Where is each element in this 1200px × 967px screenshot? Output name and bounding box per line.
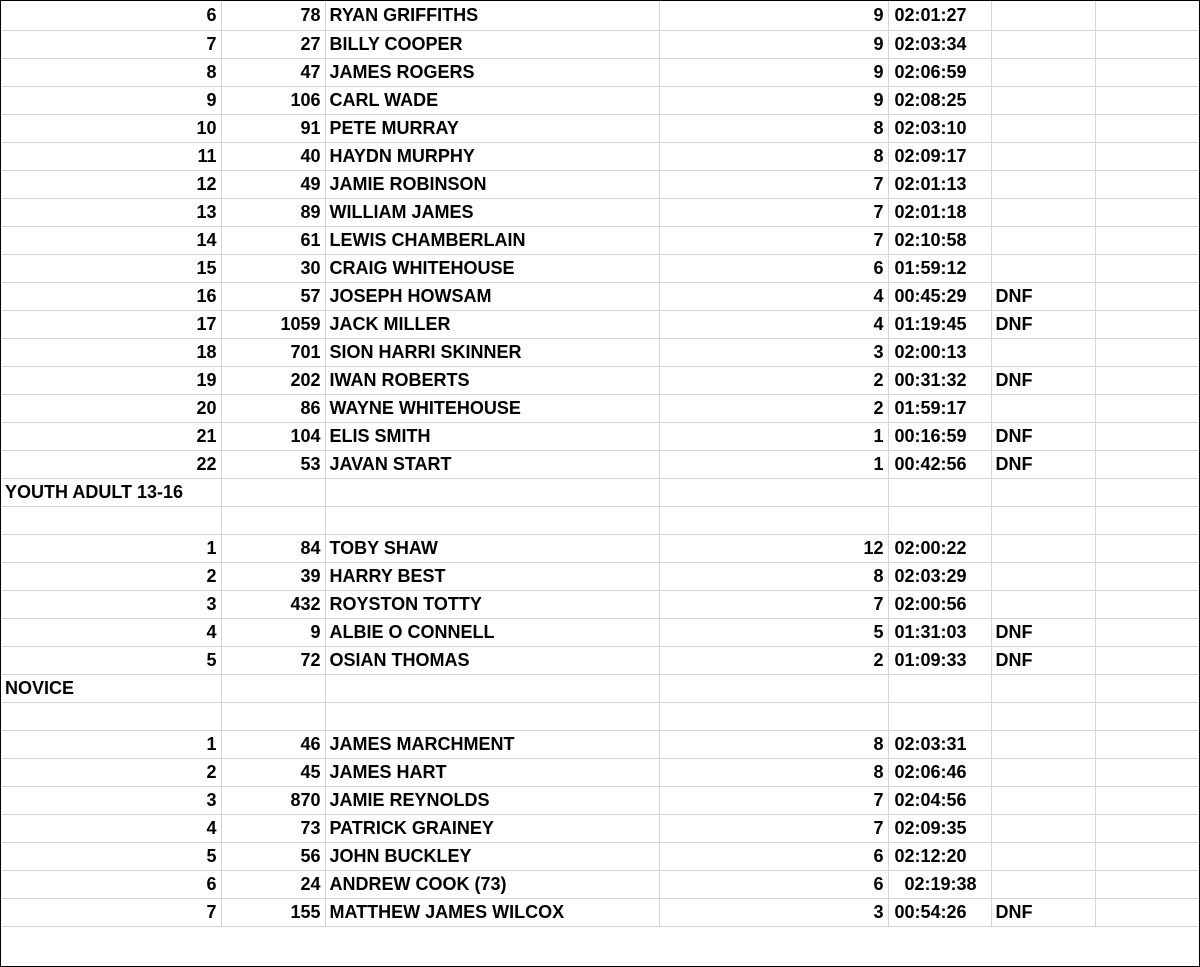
empty-cell[interactable] [1095,618,1199,646]
empty-cell[interactable] [1095,310,1199,338]
empty-cell[interactable] [325,506,659,534]
empty-cell[interactable] [221,506,325,534]
result-row [1,394,1199,422]
laps-cell[interactable]: 7 [659,170,888,198]
position-cell[interactable]: 17 [1,310,221,338]
empty-cell[interactable] [1095,646,1199,674]
time-cell[interactable]: 02:00:13 [888,338,991,366]
empty-cell[interactable] [221,702,325,730]
position-cell[interactable]: 6 [1,870,221,898]
result-row [1,898,1199,926]
empty-cell[interactable] [991,478,1095,506]
race-number-cell[interactable]: 39 [221,562,325,590]
time-cell[interactable]: 02:03:34 [888,30,991,58]
time-cell[interactable]: 02:06:59 [888,58,991,86]
laps-cell[interactable]: 2 [659,394,888,422]
laps-cell[interactable]: 6 [659,842,888,870]
position-cell[interactable]: 18 [1,338,221,366]
empty-cell[interactable] [1095,198,1199,226]
empty-cell[interactable] [1095,114,1199,142]
race-number-cell[interactable]: 24 [221,870,325,898]
race-number-cell[interactable]: 61 [221,226,325,254]
race-number-cell[interactable]: 91 [221,114,325,142]
time-cell[interactable]: 02:03:10 [888,114,991,142]
result-row [1,534,1199,562]
position-cell[interactable]: 10 [1,114,221,142]
result-row [1,142,1199,170]
empty-cell[interactable] [991,674,1095,702]
rider-name-cell[interactable]: IWAN ROBERTS [325,366,659,394]
position-cell[interactable]: 5 [1,646,221,674]
empty-cell[interactable] [888,478,991,506]
rider-name-cell[interactable]: JAMES ROGERS [325,58,659,86]
position-cell[interactable]: 12 [1,170,221,198]
race-number-cell[interactable]: 72 [221,646,325,674]
result-row [1,422,1199,450]
result-row [1,86,1199,114]
laps-cell[interactable]: 9 [659,30,888,58]
laps-cell[interactable]: 9 [659,86,888,114]
blank-row [1,702,1199,730]
empty-cell[interactable] [1095,898,1199,926]
laps-cell[interactable]: 4 [659,310,888,338]
empty-cell[interactable] [1095,1,1199,30]
laps-cell[interactable]: 7 [659,198,888,226]
status-cell[interactable]: DNF [991,646,1095,674]
rider-name-cell[interactable]: OSIAN THOMAS [325,646,659,674]
status-cell[interactable] [991,786,1095,814]
status-cell[interactable]: DNF [991,310,1095,338]
position-cell[interactable]: 1 [1,730,221,758]
time-cell[interactable]: 02:01:18 [888,198,991,226]
laps-cell[interactable]: 5 [659,618,888,646]
race-number-cell[interactable]: 155 [221,898,325,926]
result-row [1,758,1199,786]
empty-cell[interactable] [1095,590,1199,618]
empty-cell[interactable] [325,702,659,730]
rider-name-cell[interactable]: JAMIE REYNOLDS [325,786,659,814]
status-cell[interactable] [991,170,1095,198]
status-cell[interactable] [991,114,1095,142]
position-cell[interactable]: 6 [1,1,221,30]
position-cell[interactable]: 1 [1,534,221,562]
empty-cell[interactable] [1095,394,1199,422]
empty-cell[interactable] [325,674,659,702]
empty-cell[interactable] [1095,814,1199,842]
status-cell[interactable] [991,30,1095,58]
race-number-cell[interactable]: 27 [221,30,325,58]
time-cell[interactable]: 02:19:38 [888,870,991,898]
empty-cell[interactable] [1095,338,1199,366]
status-cell[interactable] [991,226,1095,254]
empty-cell[interactable] [1095,562,1199,590]
rider-name-cell[interactable]: CRAIG WHITEHOUSE [325,254,659,282]
section-header-row [1,478,1199,506]
race-number-cell[interactable]: 432 [221,590,325,618]
race-number-cell[interactable]: 701 [221,338,325,366]
rider-name-cell[interactable]: JACK MILLER [325,310,659,338]
result-row [1,338,1199,366]
position-cell[interactable]: 2 [1,758,221,786]
time-cell[interactable]: 02:06:46 [888,758,991,786]
result-row [1,366,1199,394]
result-row [1,58,1199,86]
race-number-cell[interactable]: 47 [221,58,325,86]
laps-cell[interactable]: 1 [659,450,888,478]
laps-cell[interactable]: 8 [659,114,888,142]
result-row [1,646,1199,674]
position-cell[interactable]: 15 [1,254,221,282]
empty-cell[interactable] [1095,758,1199,786]
race-number-cell[interactable]: 53 [221,450,325,478]
status-cell[interactable] [991,758,1095,786]
rider-name-cell[interactable]: ANDREW COOK (73) [325,870,659,898]
results-table-body [1,1,1199,926]
laps-cell[interactable]: 7 [659,814,888,842]
empty-cell[interactable] [991,702,1095,730]
time-cell[interactable]: 02:03:31 [888,730,991,758]
empty-cell[interactable] [1095,366,1199,394]
time-cell[interactable]: 01:59:17 [888,394,991,422]
empty-cell[interactable] [1095,870,1199,898]
race-number-cell[interactable]: 870 [221,786,325,814]
time-cell[interactable]: 01:59:12 [888,254,991,282]
status-cell[interactable]: DNF [991,898,1095,926]
rider-name-cell[interactable]: JAMIE ROBINSON [325,170,659,198]
empty-cell[interactable] [1095,786,1199,814]
position-cell[interactable]: 14 [1,226,221,254]
time-cell[interactable]: 02:01:27 [888,1,991,30]
result-row [1,786,1199,814]
rider-name-cell[interactable]: LEWIS CHAMBERLAIN [325,226,659,254]
result-row [1,618,1199,646]
empty-cell[interactable] [1095,282,1199,310]
position-cell[interactable]: 5 [1,842,221,870]
position-cell[interactable]: 11 [1,142,221,170]
status-cell[interactable] [991,86,1095,114]
race-number-cell[interactable]: 46 [221,730,325,758]
status-cell[interactable] [991,842,1095,870]
result-row [1,450,1199,478]
result-row [1,170,1199,198]
blank-row [1,506,1199,534]
race-number-cell[interactable]: 1059 [221,310,325,338]
result-row [1,226,1199,254]
laps-cell[interactable]: 2 [659,646,888,674]
position-cell[interactable]: 3 [1,590,221,618]
status-cell[interactable]: DNF [991,366,1095,394]
result-row [1,870,1199,898]
empty-cell[interactable] [888,674,991,702]
rider-name-cell[interactable]: ROYSTON TOTTY [325,590,659,618]
rider-name-cell[interactable]: JAMES HART [325,758,659,786]
time-cell[interactable]: 01:31:03 [888,618,991,646]
time-cell[interactable]: 02:03:29 [888,562,991,590]
race-number-cell[interactable]: 202 [221,366,325,394]
empty-cell[interactable] [1,506,221,534]
race-number-cell[interactable]: 104 [221,422,325,450]
time-cell[interactable]: 02:04:56 [888,786,991,814]
time-cell[interactable]: 02:09:17 [888,142,991,170]
position-cell[interactable]: 9 [1,86,221,114]
laps-cell[interactable]: 8 [659,758,888,786]
status-cell[interactable]: DNF [991,282,1095,310]
empty-cell[interactable] [1095,226,1199,254]
position-cell[interactable]: 22 [1,450,221,478]
rider-name-cell[interactable]: CARL WADE [325,86,659,114]
race-number-cell[interactable]: 30 [221,254,325,282]
rider-name-cell[interactable]: RYAN GRIFFITHS [325,1,659,30]
rider-name-cell[interactable]: JOHN BUCKLEY [325,842,659,870]
status-cell[interactable] [991,254,1095,282]
empty-cell[interactable] [1095,422,1199,450]
empty-cell[interactable] [1095,170,1199,198]
result-row [1,842,1199,870]
laps-cell[interactable]: 7 [659,226,888,254]
time-cell[interactable]: 00:16:59 [888,422,991,450]
status-cell[interactable] [991,814,1095,842]
position-cell[interactable]: 7 [1,898,221,926]
race-number-cell[interactable]: 78 [221,1,325,30]
position-cell[interactable]: 7 [1,30,221,58]
rider-name-cell[interactable]: SION HARRI SKINNER [325,338,659,366]
race-number-cell[interactable]: 89 [221,198,325,226]
time-cell[interactable]: 01:19:45 [888,310,991,338]
rider-name-cell[interactable]: ELIS SMITH [325,422,659,450]
time-cell[interactable]: 02:09:35 [888,814,991,842]
result-row [1,310,1199,338]
empty-cell[interactable] [1095,730,1199,758]
empty-cell[interactable] [659,674,888,702]
laps-cell[interactable]: 8 [659,142,888,170]
laps-cell[interactable]: 3 [659,338,888,366]
time-cell[interactable]: 02:08:25 [888,86,991,114]
race-number-cell[interactable]: 49 [221,170,325,198]
empty-cell[interactable] [1095,30,1199,58]
status-cell[interactable]: DNF [991,618,1095,646]
time-cell[interactable]: 02:00:22 [888,534,991,562]
laps-cell[interactable]: 1 [659,422,888,450]
time-cell[interactable]: 02:01:13 [888,170,991,198]
laps-cell[interactable]: 7 [659,590,888,618]
empty-cell[interactable] [1095,58,1199,86]
laps-cell[interactable]: 4 [659,282,888,310]
laps-cell[interactable]: 8 [659,730,888,758]
time-cell[interactable]: 02:10:58 [888,226,991,254]
result-row [1,30,1199,58]
status-cell[interactable] [991,198,1095,226]
time-cell[interactable]: 02:12:20 [888,842,991,870]
position-cell[interactable]: 2 [1,562,221,590]
position-cell[interactable]: 8 [1,58,221,86]
rider-name-cell[interactable]: HAYDN MURPHY [325,142,659,170]
time-cell[interactable]: 00:42:56 [888,450,991,478]
empty-cell[interactable] [1095,450,1199,478]
empty-cell[interactable] [221,674,325,702]
empty-cell[interactable] [888,506,991,534]
position-cell[interactable]: 4 [1,814,221,842]
laps-cell[interactable]: 9 [659,1,888,30]
position-cell[interactable]: 3 [1,786,221,814]
status-cell[interactable] [991,534,1095,562]
section-header-cell[interactable]: YOUTH ADULT 13-16 [1,478,221,506]
position-cell[interactable]: 20 [1,394,221,422]
laps-cell[interactable]: 6 [659,870,888,898]
empty-cell[interactable] [1095,534,1199,562]
race-number-cell[interactable]: 45 [221,758,325,786]
rider-name-cell[interactable]: TOBY SHAW [325,534,659,562]
status-cell[interactable]: DNF [991,422,1095,450]
result-row [1,254,1199,282]
status-cell[interactable] [991,58,1095,86]
race-number-cell[interactable]: 84 [221,534,325,562]
status-cell[interactable] [991,562,1095,590]
laps-cell[interactable]: 8 [659,562,888,590]
result-row [1,814,1199,842]
empty-cell[interactable] [1095,842,1199,870]
laps-cell[interactable]: 12 [659,534,888,562]
section-header-row [1,674,1199,702]
result-row [1,730,1199,758]
time-cell[interactable]: 00:45:29 [888,282,991,310]
position-cell[interactable]: 21 [1,422,221,450]
empty-cell[interactable] [221,478,325,506]
status-cell[interactable] [991,590,1095,618]
race-number-cell[interactable]: 56 [221,842,325,870]
empty-cell[interactable] [1095,142,1199,170]
laps-cell[interactable]: 7 [659,786,888,814]
status-cell[interactable] [991,394,1095,422]
empty-cell[interactable] [1095,702,1199,730]
race-number-cell[interactable]: 86 [221,394,325,422]
position-cell[interactable]: 19 [1,366,221,394]
empty-cell[interactable] [1095,478,1199,506]
race-number-cell[interactable]: 106 [221,86,325,114]
rider-name-cell[interactable]: PATRICK GRAINEY [325,814,659,842]
results-table [1,1,1200,927]
rider-name-cell[interactable]: JOSEPH HOWSAM [325,282,659,310]
race-number-cell[interactable]: 40 [221,142,325,170]
status-cell[interactable] [991,870,1095,898]
position-cell[interactable]: 4 [1,618,221,646]
empty-cell[interactable] [1095,674,1199,702]
laps-cell[interactable]: 3 [659,898,888,926]
status-cell[interactable]: DNF [991,450,1095,478]
race-number-cell[interactable]: 9 [221,618,325,646]
result-row [1,198,1199,226]
rider-name-cell[interactable]: BILLY COOPER [325,30,659,58]
laps-cell[interactable]: 9 [659,58,888,86]
rider-name-cell[interactable]: JAVAN START [325,450,659,478]
section-header-cell[interactable]: NOVICE [1,674,221,702]
rider-name-cell[interactable]: HARRY BEST [325,562,659,590]
laps-cell[interactable]: 2 [659,366,888,394]
time-cell[interactable]: 00:54:26 [888,898,991,926]
status-cell[interactable] [991,730,1095,758]
race-number-cell[interactable]: 73 [221,814,325,842]
laps-cell[interactable]: 6 [659,254,888,282]
empty-cell[interactable] [1,702,221,730]
time-cell[interactable]: 02:00:56 [888,590,991,618]
status-cell[interactable] [991,1,1095,30]
empty-cell[interactable] [1095,506,1199,534]
result-row [1,282,1199,310]
rider-name-cell[interactable]: ALBIE O CONNELL [325,618,659,646]
result-row [1,590,1199,618]
status-cell[interactable] [991,338,1095,366]
rider-name-cell[interactable]: JAMES MARCHMENT [325,730,659,758]
rider-name-cell[interactable]: WAYNE WHITEHOUSE [325,394,659,422]
position-cell[interactable]: 16 [1,282,221,310]
rider-name-cell[interactable]: WILLIAM JAMES [325,198,659,226]
position-cell[interactable]: 13 [1,198,221,226]
status-cell[interactable] [991,142,1095,170]
result-row [1,1,1199,30]
race-number-cell[interactable]: 57 [221,282,325,310]
result-row [1,114,1199,142]
empty-cell[interactable] [1095,86,1199,114]
empty-cell[interactable] [659,478,888,506]
empty-cell[interactable] [659,702,888,730]
time-cell[interactable]: 01:09:33 [888,646,991,674]
time-cell[interactable]: 00:31:32 [888,366,991,394]
empty-cell[interactable] [991,506,1095,534]
empty-cell[interactable] [325,478,659,506]
empty-cell[interactable] [659,506,888,534]
rider-name-cell[interactable]: MATTHEW JAMES WILCOX [325,898,659,926]
empty-cell[interactable] [1095,254,1199,282]
result-row [1,562,1199,590]
rider-name-cell[interactable]: PETE MURRAY [325,114,659,142]
empty-cell[interactable] [888,702,991,730]
